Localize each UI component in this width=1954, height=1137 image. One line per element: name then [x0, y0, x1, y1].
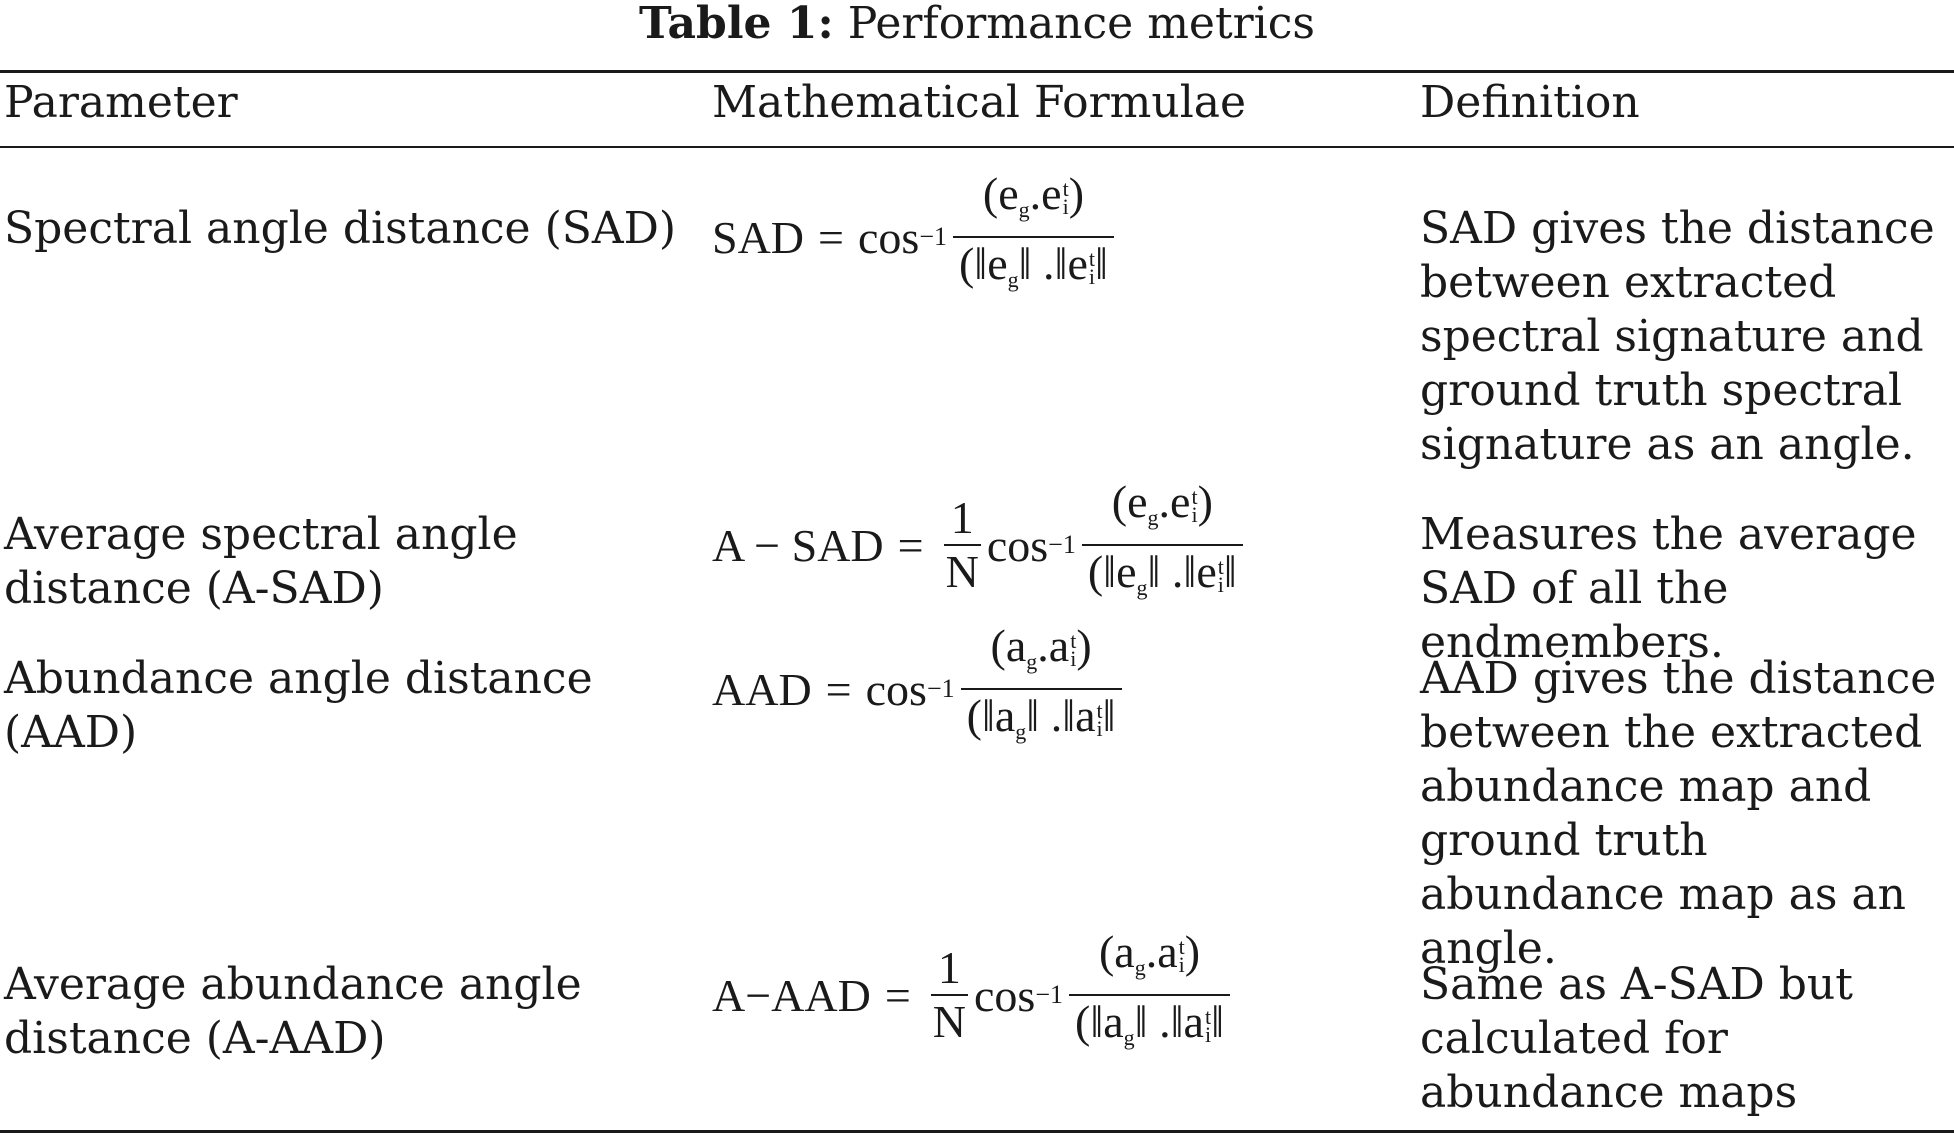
formula-lhs: A − SAD — [712, 519, 884, 571]
row-aaad-definition: Same as A-SAD but calculated for abundance maps — [1420, 959, 1853, 1118]
inverse-exponent: −1 — [1048, 530, 1076, 559]
cos-function: cos — [974, 969, 1036, 1021]
angle-fraction: ($a_g.a$ t i ) ($‖a_g‖$ .‖a t i ‖ — [1069, 926, 1230, 1064]
row-aaad-formula — [712, 926, 1236, 1064]
one-over-n-fraction: $\frac{1}{N}$ — [932, 942, 967, 1047]
table-caption-title: Performance metrics — [847, 0, 1315, 49]
inverse-exponent: −1 — [919, 222, 947, 251]
formula-lhs: A−AAD — [712, 969, 871, 1021]
row-aad-parameter: Abundance angle distance (AAD) — [4, 653, 593, 758]
row-asad-formula — [712, 476, 1249, 614]
formula-lhs: AAD — [712, 663, 812, 715]
table-caption-label: Table 1: — [639, 0, 834, 49]
equals-sign: = — [825, 663, 852, 715]
inverse-exponent: −1 — [926, 674, 955, 703]
cos-function: cos — [865, 663, 927, 715]
equals-sign: = — [897, 519, 924, 571]
angle-fraction: ($e_g.e$ t i ) ($‖e_g‖$ .‖e t i ‖ — [1082, 476, 1243, 614]
header-parameter: Parameter — [4, 77, 238, 128]
row-aaad-parameter: Average abundance angle distance (A-AAD) — [4, 959, 582, 1064]
one-over-n-fraction: $\frac{1}{N}$ — [945, 492, 979, 597]
row-aad-formula — [712, 620, 1128, 758]
table-caption — [0, 0, 1954, 48]
equals-sign: = — [818, 211, 844, 263]
row-sad-formula — [712, 168, 1120, 306]
cos-function: cos — [857, 211, 920, 263]
header-rule — [0, 146, 1954, 148]
row-sad-parameter: Spectral angle distance (SAD) — [4, 203, 677, 254]
bottom-rule — [0, 1130, 1954, 1133]
inverse-exponent: −1 — [1035, 980, 1064, 1009]
angle-fraction: ($a_g.a$ t i ) ($‖a_g‖$ .‖a t i ‖ — [961, 620, 1122, 758]
row-asad-parameter: Average spectral angle distance (A-SAD) — [4, 509, 518, 614]
header-definition: Definition — [1420, 77, 1640, 128]
top-rule — [0, 70, 1954, 73]
equals-sign: = — [884, 969, 911, 1021]
formula-lhs: SAD — [712, 211, 805, 263]
cos-function: cos — [986, 519, 1049, 571]
row-sad-definition: SAD gives the distance between extracted spectral signature and ground truth spectral signature as an angle. — [1420, 203, 1935, 470]
row-aad-definition: AAD gives the distance between the extracted abundance map and ground truth abundance map as an angle. — [1420, 653, 1937, 974]
row-asad-definition: Measures the average SAD of all the endmembers. — [1420, 509, 1917, 668]
angle-fraction: ($e_g.e$ t i ) ($‖e_g‖$ .‖e t i ‖ — [953, 168, 1114, 306]
header-formula: Mathematical Formulae — [712, 77, 1247, 128]
